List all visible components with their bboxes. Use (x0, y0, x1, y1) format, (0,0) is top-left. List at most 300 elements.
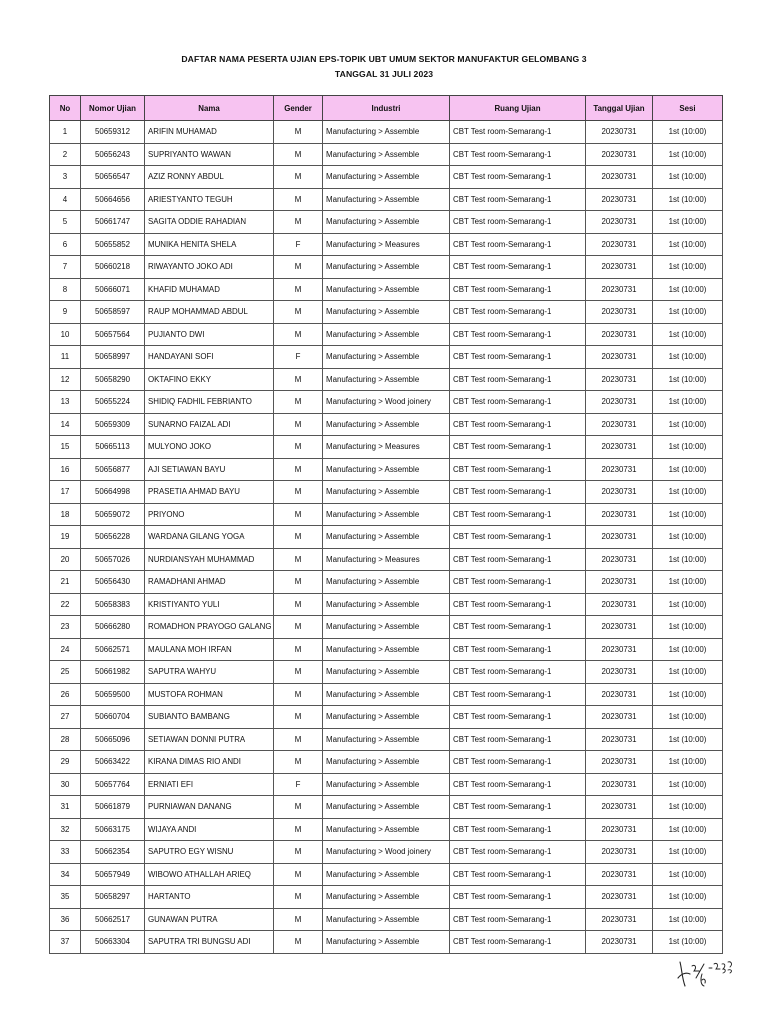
cell-tanggal-ujian: 20230731 (586, 368, 653, 391)
cell-sesi: 1st (10:00) (653, 638, 723, 661)
cell-ruang-ujian: CBT Test room-Semarang-1 (450, 301, 586, 324)
cell-ruang-ujian: CBT Test room-Semarang-1 (450, 931, 586, 954)
cell-ruang-ujian: CBT Test room-Semarang-1 (450, 458, 586, 481)
table-row (50, 143, 723, 166)
cell-nomor-ujian: 50656547 (81, 166, 145, 189)
cell-nomor-ujian: 50662354 (81, 841, 145, 864)
cell-sesi: 1st (10:00) (653, 931, 723, 954)
cell-sesi: 1st (10:00) (653, 256, 723, 279)
cell-nomor-ujian: 50663175 (81, 818, 145, 841)
cell-tanggal-ujian: 20230731 (586, 413, 653, 436)
cell-gender: M (274, 863, 323, 886)
cell-ruang-ujian: CBT Test room-Semarang-1 (450, 166, 586, 189)
cell-sesi: 1st (10:00) (653, 503, 723, 526)
table-row (50, 233, 723, 256)
cell-gender: M (274, 886, 323, 909)
cell-tanggal-ujian: 20230731 (586, 683, 653, 706)
cell-tanggal-ujian: 20230731 (586, 458, 653, 481)
cell-ruang-ujian: CBT Test room-Semarang-1 (450, 638, 586, 661)
cell-ruang-ujian: CBT Test room-Semarang-1 (450, 346, 586, 369)
cell-industri: Manufacturing > Assemble (323, 346, 450, 369)
cell-no: 13 (50, 391, 81, 414)
cell-nama: ARIFIN MUHAMAD (145, 121, 274, 144)
table-row (50, 256, 723, 279)
cell-sesi: 1st (10:00) (653, 886, 723, 909)
cell-sesi: 1st (10:00) (653, 818, 723, 841)
cell-tanggal-ujian: 20230731 (586, 593, 653, 616)
cell-sesi: 1st (10:00) (653, 211, 723, 234)
cell-ruang-ujian: CBT Test room-Semarang-1 (450, 436, 586, 459)
cell-nama: KIRANA DIMAS RIO ANDI (145, 751, 274, 774)
cell-tanggal-ujian: 20230731 (586, 481, 653, 504)
cell-nama: SAPUTRA WAHYU (145, 661, 274, 684)
cell-no: 27 (50, 706, 81, 729)
cell-ruang-ujian: CBT Test room-Semarang-1 (450, 863, 586, 886)
cell-sesi: 1st (10:00) (653, 908, 723, 931)
table-row (50, 773, 723, 796)
cell-nomor-ujian: 50657026 (81, 548, 145, 571)
cell-tanggal-ujian: 20230731 (586, 391, 653, 414)
cell-no: 32 (50, 818, 81, 841)
cell-no: 16 (50, 458, 81, 481)
cell-nama: ERNIATI EFI (145, 773, 274, 796)
cell-nama: SUBIANTO BAMBANG (145, 706, 274, 729)
cell-gender: M (274, 301, 323, 324)
cell-gender: M (274, 121, 323, 144)
cell-nomor-ujian: 50656243 (81, 143, 145, 166)
cell-nomor-ujian: 50660218 (81, 256, 145, 279)
table-row (50, 841, 723, 864)
cell-nama: MULYONO JOKO (145, 436, 274, 459)
cell-ruang-ujian: CBT Test room-Semarang-1 (450, 548, 586, 571)
cell-gender: M (274, 368, 323, 391)
table-row (50, 931, 723, 954)
cell-tanggal-ujian: 20230731 (586, 121, 653, 144)
cell-no: 19 (50, 526, 81, 549)
cell-ruang-ujian: CBT Test room-Semarang-1 (450, 706, 586, 729)
handwritten-signature (676, 956, 736, 996)
cell-no: 12 (50, 368, 81, 391)
cell-nomor-ujian: 50656430 (81, 571, 145, 594)
cell-sesi: 1st (10:00) (653, 323, 723, 346)
cell-gender: M (274, 683, 323, 706)
cell-tanggal-ujian: 20230731 (586, 863, 653, 886)
cell-ruang-ujian: CBT Test room-Semarang-1 (450, 661, 586, 684)
participant-table (49, 95, 723, 954)
column-header-ruang-ujian: Ruang Ujian (450, 96, 586, 121)
cell-no: 25 (50, 661, 81, 684)
cell-ruang-ujian: CBT Test room-Semarang-1 (450, 256, 586, 279)
cell-no: 7 (50, 256, 81, 279)
table-row (50, 863, 723, 886)
cell-nama: AZIZ RONNY ABDUL (145, 166, 274, 189)
table-row (50, 683, 723, 706)
cell-nomor-ujian: 50663422 (81, 751, 145, 774)
table-row (50, 301, 723, 324)
table-row (50, 548, 723, 571)
cell-nomor-ujian: 50659500 (81, 683, 145, 706)
cell-nama: SAPUTRO EGY WISNU (145, 841, 274, 864)
table-header-row (50, 96, 723, 121)
cell-gender: M (274, 526, 323, 549)
cell-nomor-ujian: 50665096 (81, 728, 145, 751)
column-header-tanggal-ujian: Tanggal Ujian (586, 96, 653, 121)
cell-tanggal-ujian: 20230731 (586, 233, 653, 256)
cell-no: 26 (50, 683, 81, 706)
cell-sesi: 1st (10:00) (653, 481, 723, 504)
cell-nomor-ujian: 50659309 (81, 413, 145, 436)
cell-tanggal-ujian: 20230731 (586, 841, 653, 864)
cell-no: 24 (50, 638, 81, 661)
cell-no: 36 (50, 908, 81, 931)
cell-industri: Manufacturing > Assemble (323, 818, 450, 841)
cell-nomor-ujian: 50657764 (81, 773, 145, 796)
cell-industri: Manufacturing > Wood joinery (323, 391, 450, 414)
cell-tanggal-ujian: 20230731 (586, 166, 653, 189)
cell-no: 29 (50, 751, 81, 774)
table-row (50, 571, 723, 594)
cell-tanggal-ujian: 20230731 (586, 548, 653, 571)
cell-tanggal-ujian: 20230731 (586, 526, 653, 549)
cell-industri: Manufacturing > Assemble (323, 593, 450, 616)
table-row (50, 638, 723, 661)
table-row (50, 886, 723, 909)
cell-industri: Manufacturing > Assemble (323, 886, 450, 909)
cell-nama: SAPUTRA TRI BUNGSU ADI (145, 931, 274, 954)
cell-industri: Manufacturing > Assemble (323, 211, 450, 234)
cell-nomor-ujian: 50658997 (81, 346, 145, 369)
cell-nama: MAULANA MOH IRFAN (145, 638, 274, 661)
cell-industri: Manufacturing > Assemble (323, 458, 450, 481)
cell-gender: M (274, 278, 323, 301)
cell-ruang-ujian: CBT Test room-Semarang-1 (450, 908, 586, 931)
cell-no: 30 (50, 773, 81, 796)
cell-nama: ARIESTYANTO TEGUH (145, 188, 274, 211)
cell-nomor-ujian: 50658597 (81, 301, 145, 324)
cell-nama: PURNIAWAN DANANG (145, 796, 274, 819)
cell-industri: Manufacturing > Assemble (323, 751, 450, 774)
cell-gender: M (274, 796, 323, 819)
cell-ruang-ujian: CBT Test room-Semarang-1 (450, 413, 586, 436)
cell-sesi: 1st (10:00) (653, 391, 723, 414)
cell-sesi: 1st (10:00) (653, 458, 723, 481)
cell-gender: F (274, 773, 323, 796)
cell-sesi: 1st (10:00) (653, 773, 723, 796)
cell-nomor-ujian: 50658297 (81, 886, 145, 909)
cell-gender: M (274, 571, 323, 594)
document-title (0, 52, 768, 82)
cell-industri: Manufacturing > Assemble (323, 121, 450, 144)
cell-nama: PRIYONO (145, 503, 274, 526)
cell-no: 6 (50, 233, 81, 256)
cell-sesi: 1st (10:00) (653, 368, 723, 391)
cell-tanggal-ujian: 20230731 (586, 706, 653, 729)
cell-gender: M (274, 436, 323, 459)
cell-gender: M (274, 841, 323, 864)
column-header-nama: Nama (145, 96, 274, 121)
cell-nama: NURDIANSYAH MUHAMMAD (145, 548, 274, 571)
cell-tanggal-ujian: 20230731 (586, 616, 653, 639)
cell-nomor-ujian: 50658290 (81, 368, 145, 391)
cell-nomor-ujian: 50659312 (81, 121, 145, 144)
cell-tanggal-ujian: 20230731 (586, 751, 653, 774)
cell-no: 11 (50, 346, 81, 369)
cell-industri: Manufacturing > Assemble (323, 256, 450, 279)
table-row (50, 121, 723, 144)
cell-sesi: 1st (10:00) (653, 121, 723, 144)
cell-sesi: 1st (10:00) (653, 571, 723, 594)
cell-industri: Manufacturing > Assemble (323, 683, 450, 706)
cell-nama: RAUP MOHAMMAD ABDUL (145, 301, 274, 324)
cell-nomor-ujian: 50661879 (81, 796, 145, 819)
cell-nama: WIBOWO ATHALLAH ARIEQ (145, 863, 274, 886)
cell-industri: Manufacturing > Assemble (323, 908, 450, 931)
cell-industri: Manufacturing > Assemble (323, 863, 450, 886)
cell-ruang-ujian: CBT Test room-Semarang-1 (450, 796, 586, 819)
cell-nama: AJI SETIAWAN BAYU (145, 458, 274, 481)
cell-no: 2 (50, 143, 81, 166)
cell-nama: KRISTIYANTO YULI (145, 593, 274, 616)
table-row (50, 616, 723, 639)
cell-sesi: 1st (10:00) (653, 841, 723, 864)
cell-gender: M (274, 931, 323, 954)
cell-gender: M (274, 661, 323, 684)
cell-tanggal-ujian: 20230731 (586, 908, 653, 931)
cell-nomor-ujian: 50657564 (81, 323, 145, 346)
cell-nomor-ujian: 50665113 (81, 436, 145, 459)
cell-nama: SETIAWAN DONNI PUTRA (145, 728, 274, 751)
cell-industri: Manufacturing > Assemble (323, 323, 450, 346)
table-row (50, 908, 723, 931)
cell-industri: Manufacturing > Assemble (323, 728, 450, 751)
cell-nomor-ujian: 50656228 (81, 526, 145, 549)
cell-no: 28 (50, 728, 81, 751)
cell-no: 1 (50, 121, 81, 144)
cell-gender: M (274, 458, 323, 481)
cell-nama: HARTANTO (145, 886, 274, 909)
cell-nama: OKTAFINO EKKY (145, 368, 274, 391)
cell-no: 22 (50, 593, 81, 616)
cell-gender: M (274, 908, 323, 931)
cell-nama: SAGITA ODDIE RAHADIAN (145, 211, 274, 234)
cell-ruang-ujian: CBT Test room-Semarang-1 (450, 841, 586, 864)
cell-industri: Manufacturing > Assemble (323, 143, 450, 166)
cell-tanggal-ujian: 20230731 (586, 931, 653, 954)
table-row (50, 526, 723, 549)
cell-sesi: 1st (10:00) (653, 863, 723, 886)
cell-tanggal-ujian: 20230731 (586, 571, 653, 594)
table-row (50, 211, 723, 234)
cell-gender: M (274, 481, 323, 504)
cell-nama: PRASETIA AHMAD BAYU (145, 481, 274, 504)
cell-ruang-ujian: CBT Test room-Semarang-1 (450, 773, 586, 796)
cell-ruang-ujian: CBT Test room-Semarang-1 (450, 143, 586, 166)
cell-nomor-ujian: 50658383 (81, 593, 145, 616)
table-row (50, 413, 723, 436)
cell-no: 35 (50, 886, 81, 909)
table-row (50, 503, 723, 526)
cell-nama: WIJAYA ANDI (145, 818, 274, 841)
cell-gender: M (274, 323, 323, 346)
cell-gender: M (274, 706, 323, 729)
cell-sesi: 1st (10:00) (653, 233, 723, 256)
cell-nama: WARDANA GILANG YOGA (145, 526, 274, 549)
cell-ruang-ujian: CBT Test room-Semarang-1 (450, 728, 586, 751)
cell-nomor-ujian: 50662571 (81, 638, 145, 661)
cell-sesi: 1st (10:00) (653, 526, 723, 549)
cell-ruang-ujian: CBT Test room-Semarang-1 (450, 391, 586, 414)
cell-gender: M (274, 143, 323, 166)
cell-ruang-ujian: CBT Test room-Semarang-1 (450, 323, 586, 346)
cell-nama: SUPRIYANTO WAWAN (145, 143, 274, 166)
table-row (50, 796, 723, 819)
cell-nomor-ujian: 50656877 (81, 458, 145, 481)
cell-tanggal-ujian: 20230731 (586, 436, 653, 459)
table-row (50, 706, 723, 729)
cell-gender: M (274, 751, 323, 774)
table-row (50, 346, 723, 369)
cell-nama: MUNIKA HENITA SHELA (145, 233, 274, 256)
cell-industri: Manufacturing > Assemble (323, 706, 450, 729)
table-row (50, 458, 723, 481)
cell-gender: M (274, 593, 323, 616)
cell-industri: Manufacturing > Measures (323, 436, 450, 459)
cell-sesi: 1st (10:00) (653, 278, 723, 301)
cell-industri: Manufacturing > Assemble (323, 368, 450, 391)
cell-nama: RIWAYANTO JOKO ADI (145, 256, 274, 279)
cell-no: 37 (50, 931, 81, 954)
cell-industri: Manufacturing > Assemble (323, 188, 450, 211)
cell-sesi: 1st (10:00) (653, 143, 723, 166)
cell-nomor-ujian: 50655224 (81, 391, 145, 414)
cell-ruang-ujian: CBT Test room-Semarang-1 (450, 368, 586, 391)
cell-tanggal-ujian: 20230731 (586, 796, 653, 819)
cell-gender: M (274, 638, 323, 661)
cell-ruang-ujian: CBT Test room-Semarang-1 (450, 503, 586, 526)
cell-ruang-ujian: CBT Test room-Semarang-1 (450, 818, 586, 841)
cell-nomor-ujian: 50659072 (81, 503, 145, 526)
cell-sesi: 1st (10:00) (653, 548, 723, 571)
cell-sesi: 1st (10:00) (653, 683, 723, 706)
cell-tanggal-ujian: 20230731 (586, 728, 653, 751)
cell-no: 15 (50, 436, 81, 459)
cell-gender: M (274, 211, 323, 234)
cell-tanggal-ujian: 20230731 (586, 278, 653, 301)
cell-industri: Manufacturing > Assemble (323, 481, 450, 504)
cell-no: 21 (50, 571, 81, 594)
table-row (50, 391, 723, 414)
cell-nomor-ujian: 50666071 (81, 278, 145, 301)
cell-tanggal-ujian: 20230731 (586, 638, 653, 661)
cell-tanggal-ujian: 20230731 (586, 301, 653, 324)
cell-nama: MUSTOFA ROHMAN (145, 683, 274, 706)
cell-gender: M (274, 548, 323, 571)
cell-sesi: 1st (10:00) (653, 751, 723, 774)
table-row (50, 166, 723, 189)
cell-no: 33 (50, 841, 81, 864)
cell-nomor-ujian: 50663304 (81, 931, 145, 954)
cell-ruang-ujian: CBT Test room-Semarang-1 (450, 616, 586, 639)
cell-nomor-ujian: 50657949 (81, 863, 145, 886)
table-row (50, 751, 723, 774)
cell-industri: Manufacturing > Assemble (323, 638, 450, 661)
table-row (50, 481, 723, 504)
cell-tanggal-ujian: 20230731 (586, 323, 653, 346)
table-row (50, 278, 723, 301)
cell-nama: PUJIANTO DWI (145, 323, 274, 346)
cell-no: 17 (50, 481, 81, 504)
cell-tanggal-ujian: 20230731 (586, 818, 653, 841)
cell-no: 3 (50, 166, 81, 189)
cell-industri: Manufacturing > Wood joinery (323, 841, 450, 864)
cell-ruang-ujian: CBT Test room-Semarang-1 (450, 526, 586, 549)
cell-tanggal-ujian: 20230731 (586, 143, 653, 166)
cell-industri: Manufacturing > Assemble (323, 661, 450, 684)
cell-nama: KHAFID MUHAMAD (145, 278, 274, 301)
cell-nomor-ujian: 50662517 (81, 908, 145, 931)
cell-sesi: 1st (10:00) (653, 346, 723, 369)
cell-tanggal-ujian: 20230731 (586, 211, 653, 234)
table-body (50, 121, 723, 954)
cell-nama: SUNARNO FAIZAL ADI (145, 413, 274, 436)
table-row (50, 818, 723, 841)
cell-industri: Manufacturing > Assemble (323, 301, 450, 324)
cell-ruang-ujian: CBT Test room-Semarang-1 (450, 751, 586, 774)
cell-gender: M (274, 503, 323, 526)
cell-ruang-ujian: CBT Test room-Semarang-1 (450, 481, 586, 504)
column-header-no: No (50, 96, 81, 121)
cell-gender: F (274, 346, 323, 369)
table-row (50, 728, 723, 751)
cell-industri: Manufacturing > Assemble (323, 278, 450, 301)
table-row (50, 661, 723, 684)
cell-industri: Manufacturing > Assemble (323, 526, 450, 549)
cell-ruang-ujian: CBT Test room-Semarang-1 (450, 886, 586, 909)
cell-gender: M (274, 188, 323, 211)
title-line-1: DAFTAR NAMA PESERTA UJIAN EPS-TOPIK UBT UMUM SEKTOR MANUFAKTUR GELOMBANG 3 (181, 54, 587, 64)
cell-industri: Manufacturing > Assemble (323, 571, 450, 594)
cell-nomor-ujian: 50666280 (81, 616, 145, 639)
cell-tanggal-ujian: 20230731 (586, 661, 653, 684)
cell-industri: Manufacturing > Assemble (323, 166, 450, 189)
cell-gender: M (274, 391, 323, 414)
cell-tanggal-ujian: 20230731 (586, 503, 653, 526)
cell-ruang-ujian: CBT Test room-Semarang-1 (450, 121, 586, 144)
cell-nama: RAMADHANI AHMAD (145, 571, 274, 594)
cell-sesi: 1st (10:00) (653, 413, 723, 436)
table-row (50, 368, 723, 391)
cell-tanggal-ujian: 20230731 (586, 256, 653, 279)
cell-no: 5 (50, 211, 81, 234)
cell-no: 4 (50, 188, 81, 211)
cell-industri: Manufacturing > Assemble (323, 931, 450, 954)
cell-sesi: 1st (10:00) (653, 796, 723, 819)
cell-sesi: 1st (10:00) (653, 661, 723, 684)
cell-sesi: 1st (10:00) (653, 616, 723, 639)
cell-sesi: 1st (10:00) (653, 166, 723, 189)
title-line-2: TANGGAL 31 JULI 2023 (334, 69, 434, 79)
cell-gender: M (274, 166, 323, 189)
cell-industri: Manufacturing > Assemble (323, 616, 450, 639)
cell-gender: M (274, 728, 323, 751)
cell-no: 23 (50, 616, 81, 639)
cell-gender: M (274, 818, 323, 841)
cell-industri: Manufacturing > Measures (323, 233, 450, 256)
cell-sesi: 1st (10:00) (653, 706, 723, 729)
cell-ruang-ujian: CBT Test room-Semarang-1 (450, 593, 586, 616)
cell-gender: F (274, 233, 323, 256)
cell-sesi: 1st (10:00) (653, 301, 723, 324)
